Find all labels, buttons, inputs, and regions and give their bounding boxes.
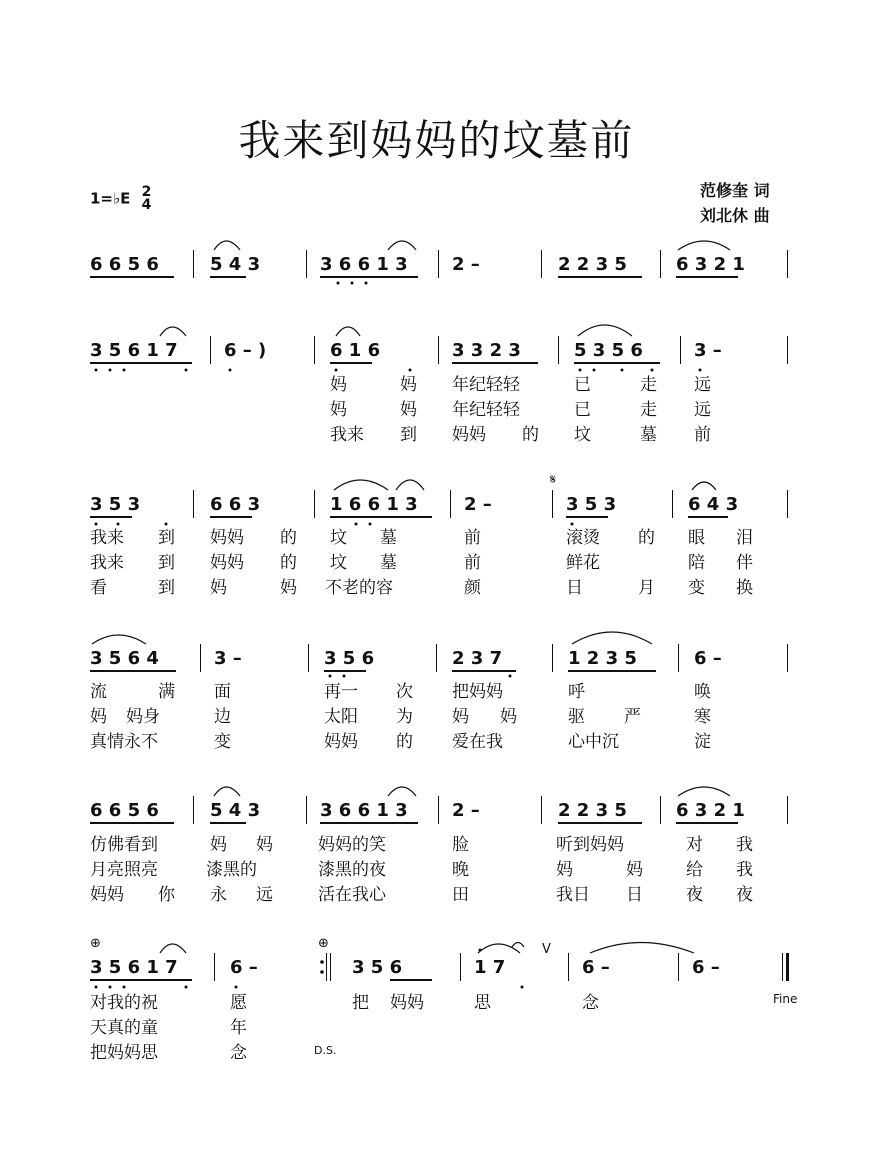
lyric: 妈妈 xyxy=(90,885,124,905)
lyric: 妈妈 xyxy=(210,553,244,573)
lyric: 眼 xyxy=(688,528,705,548)
lyric: 妈 xyxy=(256,835,273,855)
measure-6-4: 1 7 xyxy=(474,957,506,978)
lyric: 变 xyxy=(214,732,231,752)
lyric: 远 xyxy=(694,400,711,420)
lyric: 真情永不 xyxy=(90,732,158,752)
measure-2-4: 3 3 2 3 xyxy=(452,340,521,361)
time-signature-bottom: 4 xyxy=(141,197,152,213)
lyric: 滚烫 xyxy=(566,528,600,548)
lyric: 边 xyxy=(214,707,231,727)
lyric: 已 xyxy=(574,400,591,420)
lyric: 我来 xyxy=(90,553,124,573)
measure-5-2: 5 4 3 xyxy=(210,800,261,821)
lyric: 已 xyxy=(574,375,591,395)
repeat-dot xyxy=(320,960,324,964)
lyric: 年纪轻轻 xyxy=(452,400,520,420)
octave-dot xyxy=(185,986,188,989)
lyric: 呼 xyxy=(568,682,585,702)
lyric: 活在我心 xyxy=(318,885,386,905)
lyric: 满 xyxy=(158,682,175,702)
measure-2-2: 6 – ) xyxy=(224,340,267,361)
lyric: 的 xyxy=(522,425,539,445)
lyric: 思 xyxy=(474,993,491,1013)
measure-2-3: 6 1 6 xyxy=(330,340,381,361)
lyric: 给 xyxy=(686,860,703,880)
lyric: 到 xyxy=(158,578,175,598)
measure-6-3: 3 5 6 xyxy=(352,957,403,978)
lyric: 妈妈的笑 xyxy=(318,835,386,855)
measure-4-4: 2 3 7 xyxy=(452,648,503,669)
lyric: 把妈妈思 xyxy=(90,1043,158,1063)
measure-6-5: 6 – xyxy=(582,957,610,978)
lyric: 妈 xyxy=(400,400,417,420)
lyric: 的 xyxy=(280,553,297,573)
lyric: 月亮照亮 xyxy=(90,860,158,880)
slur xyxy=(92,635,146,644)
slur xyxy=(396,480,424,490)
measure-1-3: 3 6 6 1 3 xyxy=(320,254,408,275)
octave-dot xyxy=(123,369,126,372)
lyric: 妈 xyxy=(210,835,227,855)
page-title: 我来到妈妈的坟墓前 xyxy=(238,116,635,165)
lyric: 愿 xyxy=(230,993,247,1013)
lyric: 陪 xyxy=(688,553,705,573)
lyric: 为 xyxy=(396,707,413,727)
octave-dot xyxy=(95,523,98,526)
measure-2-1: 3 5 6 1 7 xyxy=(90,340,178,361)
ds-mark: D.S. xyxy=(314,1044,337,1057)
octave-dot xyxy=(621,369,624,372)
lyric: 永 xyxy=(210,885,227,905)
lyric: 到 xyxy=(158,528,175,548)
measure-5-5: 2 2 3 5 xyxy=(558,800,627,821)
lyric: 妈妈 xyxy=(210,528,244,548)
lyric: 前 xyxy=(464,553,481,573)
lyric: 我日 xyxy=(556,885,590,905)
octave-dot xyxy=(521,986,524,989)
measure-6-6: 6 – xyxy=(692,957,720,978)
lyric: 仿佛看到 xyxy=(90,835,158,855)
slur xyxy=(160,944,186,953)
lyric: 把 xyxy=(352,993,369,1013)
lyric: 坟 xyxy=(330,553,347,573)
lyric: 日 xyxy=(566,578,583,598)
octave-dot xyxy=(95,986,98,989)
lyric: 到 xyxy=(158,553,175,573)
key-label: 1=♭E xyxy=(90,189,131,208)
lyric: 妈 xyxy=(400,375,417,395)
octave-dot xyxy=(571,523,574,526)
measure-6-2: 6 – xyxy=(230,957,258,978)
lyric: 我 xyxy=(736,860,753,880)
slur xyxy=(214,241,240,250)
lyric: 天真的童 xyxy=(90,1018,158,1038)
octave-dot xyxy=(123,986,126,989)
lyric: 寒 xyxy=(694,707,711,727)
octave-dot xyxy=(593,369,596,372)
measure-6-1: 3 5 6 1 7 xyxy=(90,957,178,978)
lyric: 妈 xyxy=(500,707,517,727)
measure-1-1: 6 6 5 6 xyxy=(90,254,159,275)
measure-4-6: 6 – xyxy=(694,648,722,669)
lyric: 远 xyxy=(256,885,273,905)
lyric: 对我的祝 xyxy=(90,993,158,1013)
coda-icon: ⊕ xyxy=(318,936,329,951)
octave-dot xyxy=(509,675,512,678)
octave-dot xyxy=(651,369,654,372)
coda-icon: ⊕ xyxy=(90,936,101,951)
octave-dot xyxy=(351,282,354,285)
lyric: 唤 xyxy=(694,682,711,702)
slur xyxy=(590,943,694,954)
lyric: 前 xyxy=(694,425,711,445)
measure-1-2: 5 4 3 xyxy=(210,254,261,275)
lyric: 淀 xyxy=(694,732,711,752)
lyric: 坟 xyxy=(330,528,347,548)
lyric: 妈妈 xyxy=(452,425,486,445)
octave-dot xyxy=(165,523,168,526)
lyric: 坟 xyxy=(574,425,591,445)
slur xyxy=(388,787,416,796)
octave-dot xyxy=(229,369,232,372)
lyric: 的 xyxy=(396,732,413,752)
octave-dot xyxy=(699,369,702,372)
slur xyxy=(388,241,416,250)
lyric: 妈 xyxy=(330,400,347,420)
lyric: 漆黑的 xyxy=(206,860,257,880)
lyric: 墓 xyxy=(380,553,397,573)
measure-3-1: 3 5 3 xyxy=(90,494,141,515)
lyric: 妈身 xyxy=(126,707,160,727)
lyric: 走 xyxy=(640,375,657,395)
lyric: 看 xyxy=(90,578,107,598)
measure-5-6: 6 3 2 1 xyxy=(676,800,745,821)
lyric: 鲜花 xyxy=(566,553,600,573)
lyric: 次 xyxy=(396,682,413,702)
lyric: 妈妈 xyxy=(324,732,358,752)
measure-4-5: 1 2 3 5 xyxy=(568,648,637,669)
measure-3-5: 3 5 3 xyxy=(566,494,617,515)
measure-5-3: 3 6 6 1 3 xyxy=(320,800,408,821)
lyric: 妈 xyxy=(280,578,297,598)
octave-dot xyxy=(355,523,358,526)
lyric: 年 xyxy=(230,1018,247,1038)
lyric: 严 xyxy=(624,707,641,727)
slur xyxy=(572,632,652,644)
breath-mark: V xyxy=(542,942,551,957)
lyric: 驱 xyxy=(568,707,585,727)
lyric: 妈 xyxy=(626,860,643,880)
measure-4-1: 3 5 6 4 xyxy=(90,648,159,669)
lyric: 念 xyxy=(230,1043,247,1063)
lyric: 的 xyxy=(638,528,655,548)
lyric: 我来 xyxy=(90,528,124,548)
composer-credit: 刘北休 曲 xyxy=(700,206,770,225)
lyric: 田 xyxy=(452,885,469,905)
lyricist-credit: 范修奎 词 xyxy=(700,181,770,200)
measure-1-5: 2 2 3 5 xyxy=(558,254,627,275)
lyric: 妈 xyxy=(556,860,573,880)
octave-dot xyxy=(117,523,120,526)
lyric: 颜 xyxy=(464,578,481,598)
measure-1-4: 2 – xyxy=(452,254,480,275)
lyric: 我来 xyxy=(330,425,364,445)
lyric: 妈 xyxy=(210,578,227,598)
lyric: 脸 xyxy=(452,835,469,855)
octave-dot xyxy=(109,369,112,372)
lyric: 你 xyxy=(158,885,175,905)
lyric: 晚 xyxy=(452,860,469,880)
measure-2-6: 3 – xyxy=(694,340,722,361)
lyric: 妈 xyxy=(330,375,347,395)
octave-dot xyxy=(369,523,372,526)
lyric: 的 xyxy=(280,528,297,548)
octave-dot xyxy=(579,369,582,372)
lyric: 妈 xyxy=(452,707,469,727)
lyric: 妈 xyxy=(90,707,107,727)
lyric: 伴 xyxy=(736,553,753,573)
slur xyxy=(512,943,524,948)
slur xyxy=(214,787,240,796)
lyric: 心中沉 xyxy=(568,732,619,752)
lyric: 我 xyxy=(736,835,753,855)
lyric: 念 xyxy=(582,993,599,1013)
lyric: 对 xyxy=(686,835,703,855)
octave-dot xyxy=(109,986,112,989)
lyric: 到 xyxy=(400,425,417,445)
slur xyxy=(336,327,360,336)
octave-dot xyxy=(335,369,338,372)
lyric: 变 xyxy=(688,578,705,598)
lyric: 爱在我 xyxy=(452,732,503,752)
lyric: 流 xyxy=(90,682,107,702)
octave-dot xyxy=(343,675,346,678)
lyric: 漆黑的夜 xyxy=(318,860,386,880)
octave-dot xyxy=(185,369,188,372)
lyric: 前 xyxy=(464,528,481,548)
measure-3-4: 2 – xyxy=(464,494,492,515)
octave-dot xyxy=(337,282,340,285)
slur xyxy=(334,480,388,490)
octave-dot xyxy=(235,986,238,989)
repeat-dot xyxy=(320,970,324,974)
lyric: 走 xyxy=(640,400,657,420)
lyric: 夜 xyxy=(736,885,753,905)
octave-dot xyxy=(329,675,332,678)
measure-5-4: 2 – xyxy=(452,800,480,821)
slur xyxy=(678,787,730,796)
lyric: 听到妈妈 xyxy=(556,835,624,855)
lyric: 泪 xyxy=(736,528,753,548)
octave-dot xyxy=(95,369,98,372)
measure-5-1: 6 6 5 6 xyxy=(90,800,159,821)
lyric: 换 xyxy=(736,578,753,598)
lyric: 不老的容 xyxy=(325,578,393,598)
time-signature-top: 2 xyxy=(141,184,152,200)
lyric: 面 xyxy=(214,682,231,702)
measure-4-3: 3 5 6 xyxy=(324,648,375,669)
octave-dot xyxy=(365,282,368,285)
lyric: 妈妈 xyxy=(390,993,424,1013)
lyric: 月 xyxy=(638,578,655,598)
lyric: 再一 xyxy=(324,682,358,702)
slur xyxy=(692,482,716,490)
lyric: 远 xyxy=(694,375,711,395)
measure-3-6: 6 4 3 xyxy=(688,494,739,515)
slur xyxy=(578,325,632,336)
measure-4-2: 3 – xyxy=(214,648,242,669)
octave-dot xyxy=(409,369,412,372)
slur xyxy=(678,241,730,250)
lyric: 年纪轻轻 xyxy=(452,375,520,395)
segno-icon: 𝄋 xyxy=(550,472,557,488)
lyric: 墓 xyxy=(380,528,397,548)
octave-dot xyxy=(479,949,482,952)
lyric: 墓 xyxy=(640,425,657,445)
measure-1-6: 6 3 2 1 xyxy=(676,254,745,275)
lyric: 把妈妈 xyxy=(452,682,503,702)
lyric: 太阳 xyxy=(324,707,358,727)
slur xyxy=(160,327,186,336)
fine-mark: Fine xyxy=(773,992,798,1006)
lyric: 夜 xyxy=(686,885,703,905)
measure-2-5: 5 3 5 6 xyxy=(574,340,643,361)
measure-3-2: 6 6 3 xyxy=(210,494,261,515)
lyric: 日 xyxy=(626,885,643,905)
measure-3-3: 1 6 6 1 3 xyxy=(330,494,418,515)
